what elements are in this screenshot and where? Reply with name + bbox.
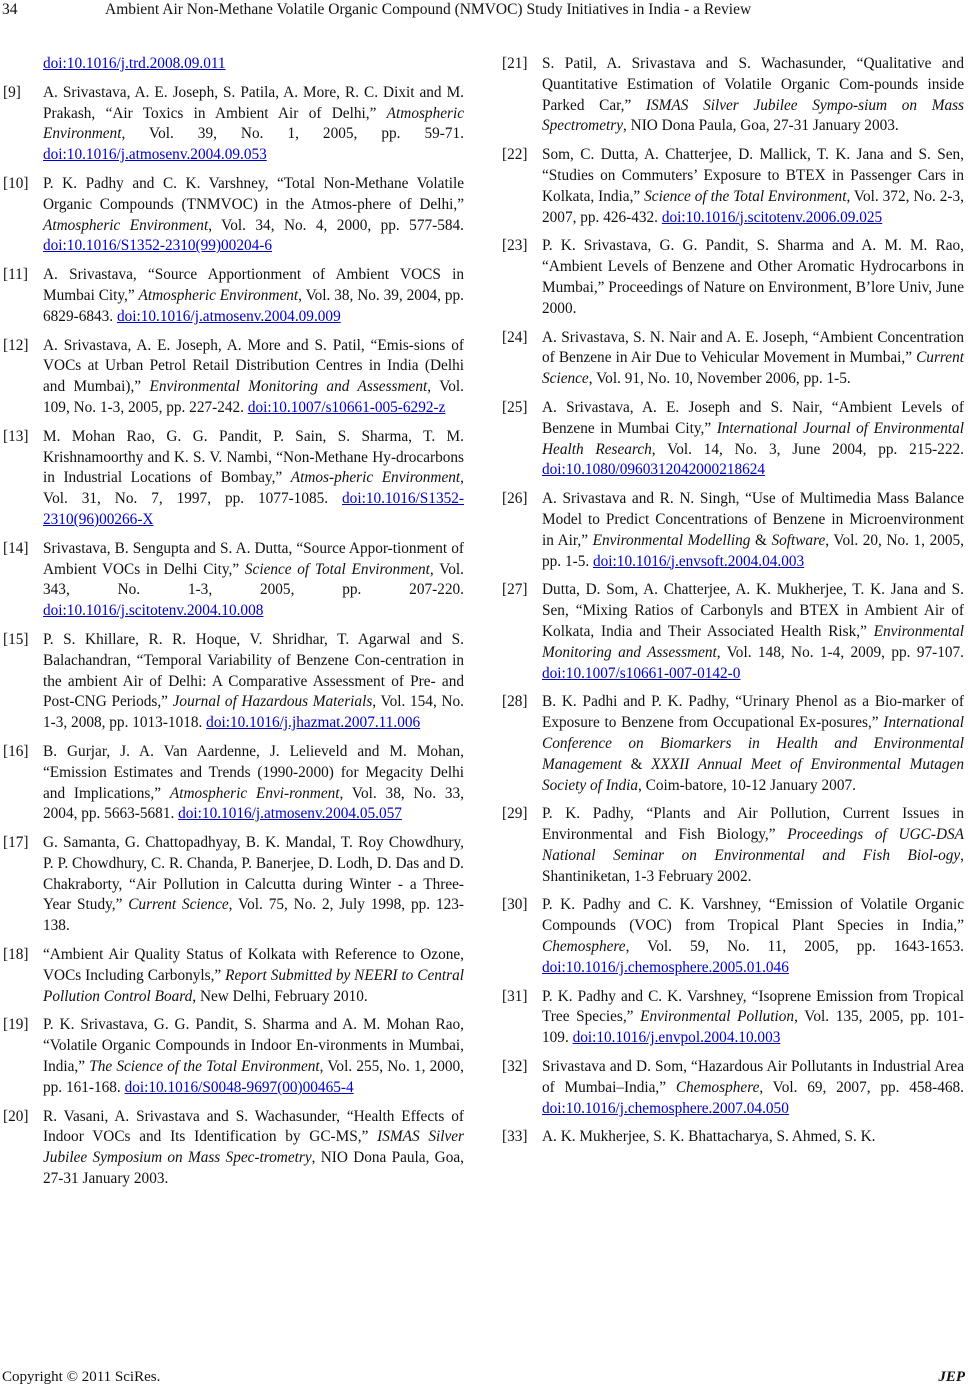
reference-text: , New Delhi, February 2010. xyxy=(192,987,368,1005)
reference-number: [19] xyxy=(3,1016,29,1034)
reference-source-title: The Science of the Total Environment xyxy=(89,1058,320,1076)
doi-link[interactable]: doi:10.1016/j.chemosphere.2005.01.046 xyxy=(542,958,789,976)
reference-number: [20] xyxy=(3,1107,29,1125)
reference-source-title: Chemosphere xyxy=(675,1078,760,1096)
reference-text: P. K. Padhy and C. K. Varshney, “Total Non-Methane Volatile Organic Compounds (TNMVOC) in the Atmos-phere of Delhi,” xyxy=(43,174,464,213)
reference-source-title: International Conference on Biomarkers in Health and Environmental Management xyxy=(542,714,964,773)
reference-entry xyxy=(502,804,964,887)
reference-text: Dutta, D. Som, A. Chatterjee, A. K. Mukherjee, T. K. Jana and S. Sen, “Mixing Ratios of Carbonyls and BTEX in Ambient Air of Kolkata, India and Their Associated Health Risk,” xyxy=(542,581,964,640)
reference-text: , NIO Dona Paula, Goa, 27-31 January 2003. xyxy=(43,1149,464,1188)
doi-link[interactable]: doi:10.1007/s10661-007-0142-0 xyxy=(542,664,741,682)
doi-link[interactable]: doi:10.1016/j.scitotenv.2004.10.008 xyxy=(43,602,264,620)
reference-text: , Vol. 39, No. 1, 2005, pp. 59-71. xyxy=(121,125,464,143)
reference-text: R. Vasani, A. Srivastava and S. Wachasunder, “Health Effects of Indoor VOCs and Its Identification by GC-MS,” xyxy=(43,1107,464,1146)
reference-text: , Coim-batore, 10-12 January 2007. xyxy=(638,776,856,794)
reference-entry xyxy=(502,895,964,978)
reference-entry xyxy=(3,336,464,419)
reference-source-title: Journal of Hazardous Materials xyxy=(172,693,373,711)
reference-text: A. Srivastava and R. N. Singh, “Use of Multimedia Mass Balance Model to Predict Concentrations of Benzene in Microenvironment in Air,” xyxy=(542,490,964,549)
reference-text: , Vol. 34, No. 4, 2000, pp. 577-584. xyxy=(208,216,464,234)
reference-text: , Vol. 255, No. 1, 2000, pp. 161-168. xyxy=(43,1058,464,1096)
reference-number: [27] xyxy=(502,581,528,599)
reference-number: [18] xyxy=(3,946,29,964)
reference-entry xyxy=(502,1057,964,1119)
reference-text: P. S. Khillare, R. R. Hoque, V. Shridhar, T. Agarwal and S. Balachandran, “Temporal Variability of Benzene Con-centration in the ambient Air of Delhi: A Comparative Assessment of Pre- and Post-CNG Periods,” xyxy=(43,630,464,711)
doi-link[interactable]: doi:10.1016/j.envsoft.2004.04.003 xyxy=(593,552,805,570)
journal-abbreviation: JEP xyxy=(938,1369,965,1385)
reference-number: [16] xyxy=(3,742,29,760)
reference-entry xyxy=(502,489,964,572)
reference-text: , Vol. 154, No. 1-3, 2008, pp. 1013-1018. xyxy=(43,693,464,732)
reference-text: M. Mohan Rao, G. G. Pandit, P. Sain, S. Sharma, T. M. Krishnamoorthy and K. S. V. Nambi, “Non-Methane Hy-drocarbons in Industrial Locations of Bombay,” xyxy=(43,427,464,487)
left-column xyxy=(3,54,464,1198)
reference-number: [29] xyxy=(502,805,528,823)
reference-number: [30] xyxy=(502,896,528,914)
reference-source-title: Science of the Total Environment xyxy=(644,187,847,205)
reference-source-title: Chemosphere xyxy=(542,938,626,956)
reference-number: [22] xyxy=(502,146,528,164)
reference-text: , Vol. 31, No. 7, 1997, pp. 1077-1085. xyxy=(43,469,464,508)
reference-entry xyxy=(502,1127,964,1148)
reference-source-title: Report Submitted by NEERI to Central Pollution Control Board xyxy=(43,966,464,1005)
reference-text: , Vol. 135, 2005, pp. 101-109. xyxy=(542,1008,964,1047)
doi-link[interactable]: doi:10.1016/S1352-2310(96)00266-X xyxy=(43,490,464,528)
reference-source-title: ISMAS Silver Jubilee Sympo-sium on Mass Spectrometry xyxy=(542,96,964,135)
reference-source-title: Current Science xyxy=(542,349,964,388)
reference-entry xyxy=(502,328,964,390)
page-header xyxy=(0,0,968,22)
doi-link[interactable]: doi:10.1007/s10661-005-6292-z xyxy=(247,398,446,416)
left-reference-list xyxy=(3,83,464,1190)
reference-source-title: Atmospheric Environment xyxy=(43,104,464,143)
reference-entry xyxy=(3,539,464,622)
reference-number: [25] xyxy=(502,398,528,416)
reference-entry xyxy=(502,54,964,137)
reference-entry xyxy=(502,580,964,684)
doi-link[interactable]: doi:10.1016/j.atmosenv.2004.05.057 xyxy=(178,805,402,823)
reference-source-title: Atmospheric Environment xyxy=(43,216,209,234)
doi-link[interactable]: doi:10.1016/S0048-9697(00)00465-4 xyxy=(124,1078,354,1096)
reference-text: S. Patil, A. Srivastava and S. Wachasunder, “Qualitative and Quantitative Estimation of Volatile Organic Com-pounds inside Parked Car,” xyxy=(542,55,964,114)
reference-text: Som, C. Dutta, A. Chatterjee, D. Mallick, T. K. Jana and S. Sen, “Studies on Commuters’ Exposure to BTEX in Passenger Cars in Kolkata, India,” xyxy=(542,146,964,205)
reference-text: & xyxy=(621,755,652,773)
reference-entry xyxy=(3,742,464,825)
page-number: 34 xyxy=(2,1,18,18)
reference-source-title: Environmental Monitoring and Assessment xyxy=(542,622,964,661)
reference-entry xyxy=(3,833,464,937)
reference-text: , NIO Dona Paula, Goa, 27-31 January 2003. xyxy=(623,117,899,135)
reference-number: [10] xyxy=(3,174,29,192)
reference-source-title: Software xyxy=(771,531,826,549)
reference-number: [32] xyxy=(502,1058,528,1076)
reference-text: , Vol. 75, No. 2, July 1998, pp. 123-138. xyxy=(43,896,464,935)
right-column xyxy=(502,54,964,1156)
reference-text: A. Srivastava, “Source Apportionment of Ambient VOCS in Mumbai City,” xyxy=(43,266,464,304)
reference-entry xyxy=(3,630,464,734)
reference-entry xyxy=(3,1015,464,1098)
reference-number: [21] xyxy=(502,55,528,72)
reference-text: B. K. Padhi and P. K. Padhy, “Urinary Phenol as a Bio-marker of Exposure to Benzene from Occupational Ex-posures,” xyxy=(542,693,964,732)
reference-text: , Vol. 20, No. 1, 2005, pp. 1-5. xyxy=(542,531,964,570)
reference-text: Srivastava and D. Som, “Hazardous Air Pollutants in Industrial Area of Mumbai–India,” xyxy=(542,1058,964,1096)
reference-text: , Vol. 59, No. 11, 2005, pp. 1643-1653. xyxy=(625,938,964,956)
reference-number: [9] xyxy=(3,83,21,101)
reference-entry xyxy=(502,987,964,1049)
reference-number: [24] xyxy=(502,328,528,346)
reference-number: [28] xyxy=(502,693,528,711)
reference-source-title: Atmospheric Environment xyxy=(138,286,299,304)
reference-text: P. K. Padhy and C. K. Varshney, “Isoprene Emission from Tropical Tree Species,” xyxy=(542,987,964,1026)
reference-text: P. K. Srivastava, G. G. Pandit, S. Sharma and A. M. Mohan Rao, “Volatile Organic Compounds in Indoor En-vironments in Mumbai, India,” xyxy=(43,1016,464,1076)
reference-text: A. Srivastava, S. N. Nair and A. E. Joseph, “Ambient Concentration of Benzene in Air Due to Vehicular Movement in Mumbai,” xyxy=(542,328,964,367)
reference-source-title: Environmental Modelling xyxy=(592,531,751,549)
reference-source-title: Atmos-pheric Environment xyxy=(290,469,461,487)
reference-text: A. Srivastava, A. E. Joseph and S. Nair, “Ambient Levels of Benzene in Mumbai City,” xyxy=(542,398,964,437)
reference-number: [12] xyxy=(3,336,29,354)
reference-entry xyxy=(502,145,964,228)
reference-text: P. K. Padhy and C. K. Varshney, “Emission of Volatile Organic Compounds (VOC) from Tropical Plant Species in India,” xyxy=(542,896,964,935)
reference-number: [11] xyxy=(3,266,28,284)
reference-source-title: Proceedings of UGC-DSA National Seminar on Environmental and Fish Biol-ogy xyxy=(542,826,964,864)
reference-text: A. Srivastava, A. E. Joseph, S. Patila, A. More, R. C. Dixit and M. Prakash, “Air Toxics in Ambient Air of Delhi,” xyxy=(43,83,464,122)
reference-number: [15] xyxy=(3,630,29,648)
reference-number: [14] xyxy=(3,539,29,557)
reference-source-title: Atmospheric Envi-ronment xyxy=(169,784,340,802)
reference-text: A. K. Mukherjee, S. K. Bhattacharya, S. Ahmed, S. K. xyxy=(542,1128,876,1146)
reference-entry xyxy=(3,83,464,166)
reference-source-title: International Journal of Environmental Health Research xyxy=(542,419,964,458)
page-footer xyxy=(0,1368,968,1386)
doi-link[interactable]: doi:10.1016/j.jhazmat.2007.11.006 xyxy=(206,714,421,732)
reference-text: & xyxy=(750,531,772,549)
reference-text: , Shantiniketan, 1-3 February 2002. xyxy=(542,846,964,885)
reference-text: P. K. Padhy, “Plants and Air Pollution, Current Issues in Environmental and Fish Biology,” xyxy=(542,805,964,844)
reference-number: [23] xyxy=(502,237,528,255)
reference-entry xyxy=(3,174,464,257)
reference-entry xyxy=(502,398,964,481)
reference-text: , Vol. 14, No. 3, June 2004, pp. 215-222. xyxy=(651,440,964,458)
reference-source-title: Environmental Pollution xyxy=(640,1008,795,1026)
reference-continuation xyxy=(3,54,464,75)
reference-text: , Vol. 148, No. 1-4, 2009, pp. 97-107. xyxy=(716,643,964,661)
doi-link[interactable]: doi:10.1016/j.scitotenv.2006.09.025 xyxy=(661,208,883,226)
running-title: Ambient Air Non-Methane Volatile Organic Compound (NMVOC) Study Initiatives in India - a Review xyxy=(105,1,752,18)
doi-link[interactable]: doi:10.1016/j.atmosenv.2004.09.053 xyxy=(43,146,267,164)
reference-number: [26] xyxy=(502,490,528,508)
reference-text: , Vol. 69, 2007, pp. 458-468. xyxy=(759,1078,965,1096)
reference-text: , Vol. 38, No. 33, 2004, pp. 5663-5681. xyxy=(43,784,464,823)
reference-number: [17] xyxy=(3,834,29,852)
reference-entry xyxy=(502,236,964,319)
reference-entry xyxy=(3,945,464,1007)
doi-link[interactable]: doi:10.1080/0960312042000218624 xyxy=(542,461,766,479)
right-reference-list xyxy=(502,54,964,1148)
doi-link[interactable]: doi:10.1016/j.atmosenv.2004.09.009 xyxy=(116,307,341,325)
reference-number: [31] xyxy=(502,987,528,1005)
reference-source-title: Current Science xyxy=(128,896,229,914)
reference-text: B. Gurjar, J. A. Van Aardenne, J. Lelieveld and M. Mohan, “Emission Estimates and Trends (1990-2000) for Megacity Delhi and Implications,” xyxy=(43,742,464,802)
reference-source-title: ISMAS Silver Jubilee Symposium on Mass Spec-trometry xyxy=(43,1128,465,1167)
reference-text: A. Srivastava, A. E. Joseph, A. More and S. Patil, “Emis-sions of VOCs at Urban Petrol Retail Distribution Centres in India (Delhi and Mumbai),” xyxy=(43,336,464,396)
reference-text: G. Samanta, G. Chattopadhyay, B. K. Mandal, T. Roy Chowdhury, P. P. Chowdhury, C. R. Chanda, P. Banerjee, D. Lodh, D. Das and D. Chakraborty, “Air Pollution in Calcutta during Winter - a Three-Year Study,” xyxy=(43,834,464,914)
reference-source-title: XXXII Annual Meet of Environmental Mutagen Society of India xyxy=(542,755,964,794)
doi-link[interactable]: doi:10.1016/j.envpol.2004.10.003 xyxy=(572,1029,781,1047)
reference-text: , Vol. 38, No. 39, 2004, pp. 6829-6843. xyxy=(43,286,464,325)
reference-text: , Vol. 109, No. 1-3, 2005, pp. 227-242. xyxy=(43,378,465,416)
doi-link[interactable]: doi:10.1016/j.chemosphere.2007.04.050 xyxy=(542,1099,789,1117)
reference-number: [33] xyxy=(502,1128,528,1146)
reference-text: Srivastava, B. Sengupta and S. A. Dutta, “Source Appor-tionment of Ambient VOCs in Delhi City,” xyxy=(43,539,464,578)
reference-text: , Vol. 372, No. 2-3, 2007, pp. 426-432. xyxy=(542,187,964,226)
reference-entry xyxy=(3,427,464,531)
doi-link[interactable]: doi:10.1016/S1352-2310(99)00204-6 xyxy=(43,237,273,255)
reference-text: , Vol. 91, No. 10, November 2006, pp. 1-5. xyxy=(588,370,851,388)
reference-text: Vol. 343, No. 1-3, 2005, pp. 207-220. xyxy=(43,560,464,599)
copyright-notice: Copyright © 2011 SciRes. xyxy=(2,1369,161,1385)
reference-source-title: Environmental Monitoring and Assessment xyxy=(149,378,428,396)
reference-entry xyxy=(502,692,964,796)
reference-source-title: Science of Total Environment, xyxy=(244,560,434,578)
reference-entry xyxy=(3,265,464,327)
doi-link[interactable]: doi:10.1016/j.trd.2008.09.011 xyxy=(43,55,226,72)
reference-text: P. K. Srivastava, G. G. Pandit, S. Sharma and A. M. M. Rao, “Ambient Levels of Benzene and Other Aromatic Hydrocarbons in Mumbai,” Proceedings of Nature on Environment, B’lore Univ, June 2000. xyxy=(542,237,964,317)
reference-entry xyxy=(3,1107,464,1190)
reference-number: [13] xyxy=(3,427,29,445)
reference-text: “Ambient Air Quality Status of Kolkata with Reference to Ozone, VOCs Including Carbonyls,” xyxy=(43,946,464,984)
